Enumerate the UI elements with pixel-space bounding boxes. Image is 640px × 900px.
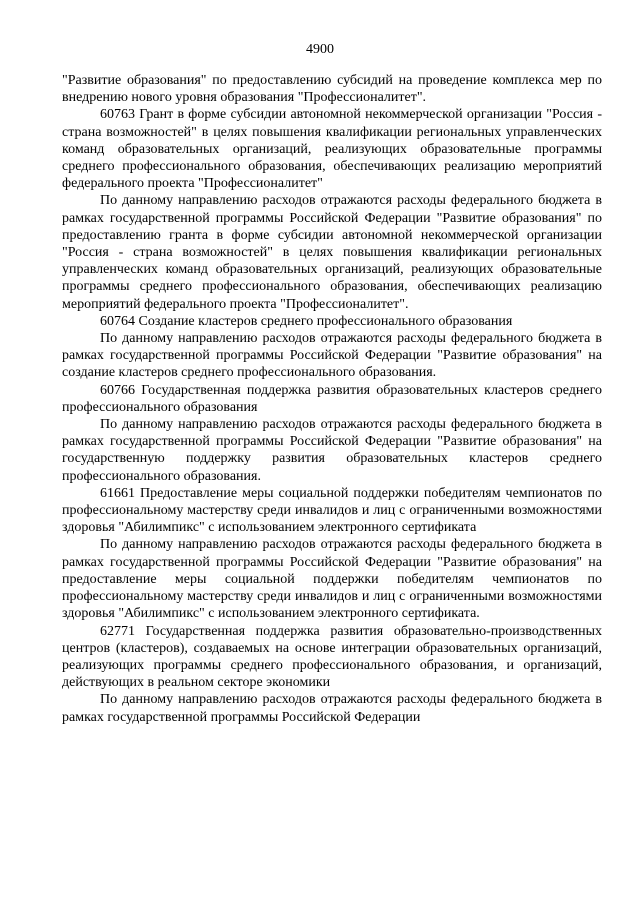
paragraph: По данному направлению расходов отражаются расходы федерального бюджета в рамках государственной программы Российской Федерации <box>62 692 602 725</box>
paragraph: 60764 Создание кластеров среднего профессионального образования <box>100 313 513 329</box>
page-number: 4900 <box>306 42 334 57</box>
document-body <box>62 72 602 726</box>
paragraph: 60763 Грант в форме субсидии автономной некоммерческой организации "Россия - страна возможностей" в целях повышения квалификации региональных управленческих команд образовательных организаций, реализующих образовательные программы среднего профессионального образования, обеспечивающих реализацию мероприятий федерального проекта "Профессионалитет" <box>62 107 602 192</box>
paragraph: 62771 Государственная поддержка развития образовательно-производственных центров (кластеров), создаваемых на основе интеграции образовательных организаций, реализующих программы среднего профессионального образования, и организаций, действующих в реальном секторе экономики <box>62 623 602 691</box>
paragraph: По данному направлению расходов отражаются расходы федерального бюджета в рамках государственной программы Российской Федерации "Развитие образования" по предоставлению гранта в форме субсидии автономной некоммерческой организации "Россия - страна возможностей" в целях повышения квалификации региональных управленческих команд образовательных организаций, реализующих образовательные программы среднего профессионального образования, обеспечивающих реализацию мероприятий федерального проекта "Профессионалитет". <box>62 193 602 312</box>
paragraph: 60766 Государственная поддержка развития образовательных кластеров среднего профессионального образования <box>62 382 602 415</box>
paragraph: По данному направлению расходов отражаются расходы федерального бюджета в рамках государственной программы Российской Федерации "Развитие образования" на государственную поддержку развития образовательных кластеров среднего профессионального образования. <box>62 417 602 484</box>
paragraph: По данному направлению расходов отражаются расходы федерального бюджета в рамках государственной программы Российской Федерации "Развитие образования" на создание кластеров среднего профессионального образования. <box>62 331 602 381</box>
paragraph: По данному направлению расходов отражаются расходы федерального бюджета в рамках государственной программы Российской Федерации "Развитие образования" на предоставление меры социальной поддержки победителям чемпионатов по профессиональному мастерству среди инвалидов и лиц с ограниченными возможностями здоровья "Абилимпикс" с использованием электронного сертификата. <box>62 537 602 622</box>
paragraph: "Развитие образования" по предоставлению субсидий на проведение комплекса мер по внедрению нового уровня образования "Профессионалитет". <box>62 73 602 106</box>
paragraph: 61661 Предоставление меры социальной поддержки победителям чемпионатов по профессиональному мастерству среди инвалидов и лиц с ограниченными возможностями здоровья "Абилимпикс" с использованием электронного сертификата <box>62 485 602 536</box>
